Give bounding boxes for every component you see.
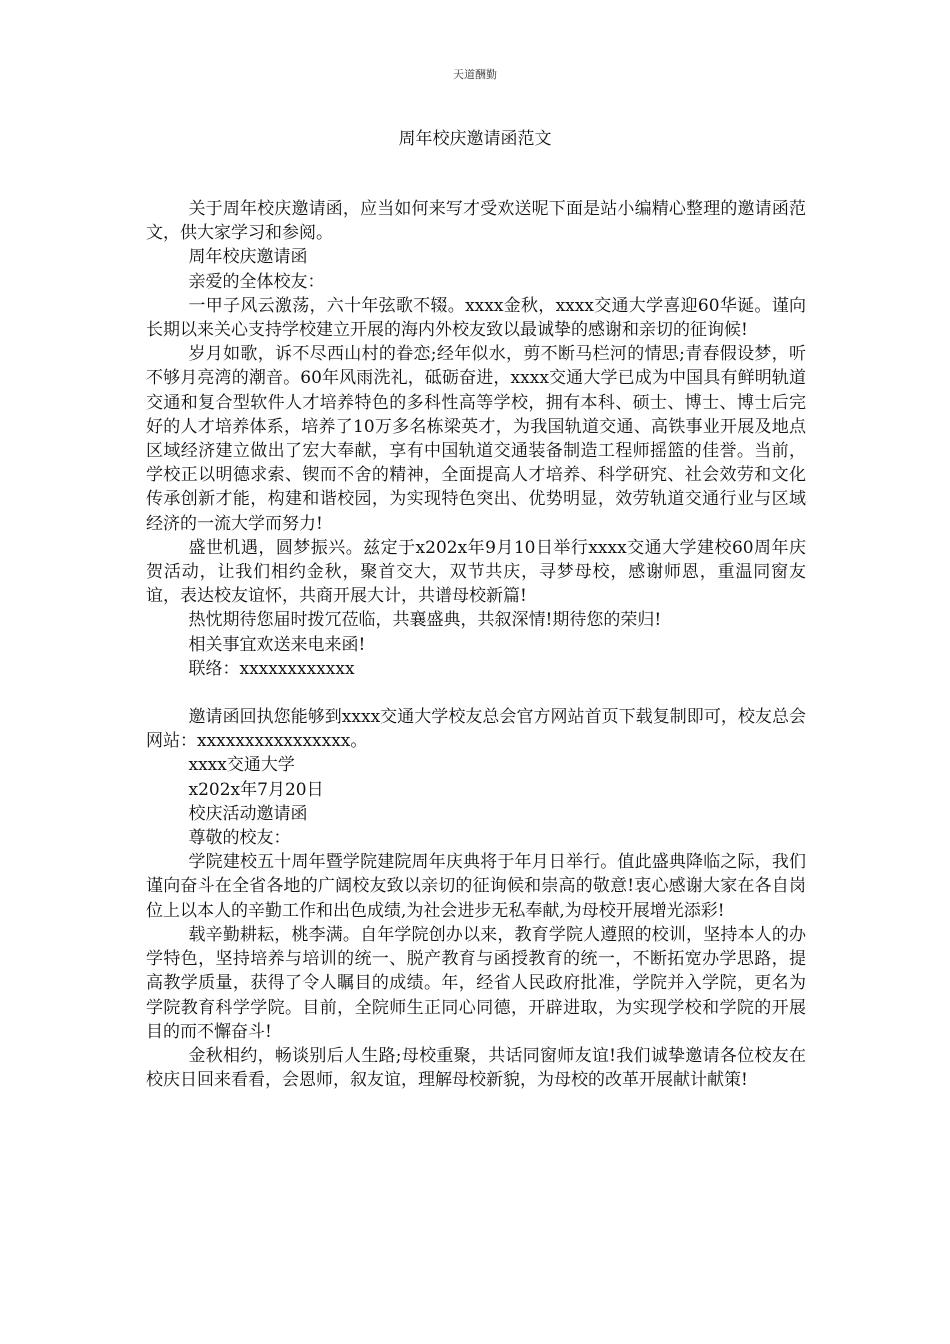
document-title: 周年校庆邀请函范文 — [398, 129, 552, 149]
document-body — [146, 197, 806, 1092]
letter-1-heading: 周年校庆邀请函 — [188, 247, 308, 268]
letter-1-paragraph: 热忱期待您届时拨冗莅临，共襄盛典，共叙深情!期待您的荣归! — [188, 610, 662, 631]
letter-2-paragraph: 载辛勤耕耘，桃李满。自年学院创办以来，教育学院人遵照的校训，坚持本人的办学特色，坚持培养与培训的统一、脱产教育与函授教育的统一，不断拓宽办学思路，提高教学质量，获得了令人瞩目的成绩。年，经省人民政府批准，学院并入学院，更名为学院教育科学学院。目前，全院师生正同心同德，开辟进取，为实现学校和学院的开展目的而不懈奋斗! — [146, 924, 806, 1042]
letter-1-paragraph: 岁月如歌，诉不尽西山村的眷恋;经年似水，剪不断马栏河的情思;青春假设梦，听不够月亮湾的潮音。60年风雨洗礼，砥砺奋进，xxxx交通大学已成为中国具有鲜明轨道交通和复合型软件人才培养特色的多科性高等学校，拥有本科、硕士、博士、博士后完好的人才培养体系，培养了10万多名栋梁英才，为我国轨道交通、高铁事业开展及地点区域经济建立做出了宏大奉献，享有中国轨道交通装备制造工程师摇篮的佳誉。当前，学校正以明德求索、锲而不舍的精神，全面提高人才培养、科学研究、社会效劳和文化传承创新才能，构建和谐校园，为实现特色突出、优势明显，效劳轨道交通行业与区域经济的一流大学而努力! — [146, 344, 806, 534]
page-header: 天道酬勤 — [453, 68, 497, 81]
letter-2-heading: 校庆活动邀请函 — [188, 803, 308, 824]
intro-paragraph: 关于周年校庆邀请函，应当如何来写才受欢送呢下面是站小编精心整理的邀请函范文，供大家学习和参阅。 — [146, 199, 806, 244]
letter-1-reply-note: 邀请函回执您能够到xxxx交通大学校友总会官方网站首页下载复制即可，校友总会网站：xxxxxxxxxxxxxxxx。 — [146, 707, 806, 752]
letter-1-contact: 联络：xxxxxxxxxxxx — [188, 658, 355, 679]
letter-2-salutation: 尊敬的校友： — [188, 828, 291, 849]
letter-1-paragraph: 盛世机遇，圆梦振兴。兹定于x202x年9月10日举行xxxx交通大学建校60周年庆贺活动，让我们相约金秋，聚首交大，双节共庆，寻梦母校，感谢师恩，重温同窗友谊，表达校友谊怀，共商开展大计，共谱母校新篇! — [146, 537, 806, 607]
letter-2-paragraph: 学院建校五十周年暨学院建院周年庆典将于年月日举行。值此盛典降临之际，我们谨向奋斗在全省各地的广阔校友致以亲切的征询候和崇高的敬意!衷心感谢大家在各自岗位上以本人的辛勤工作和出色成绩,为社会进步无私奉献,为母校开展增光添彩! — [146, 852, 806, 921]
letter-1-signature: xxxx交通大学 — [188, 755, 295, 776]
letter-1-paragraph: 一甲子风云激荡，六十年弦歌不辍。xxxx金秋，xxxx交通大学喜迎60华诞。谨向长期以来关心支持学校建立开展的海内外校友致以最诚挚的感谢和亲切的征询候! — [146, 295, 806, 341]
letter-2-paragraph: 金秋相约，畅谈别后人生路;母校重聚，共话同窗师友谊!我们诚挚邀请各位校友在校庆日回来看看，会恩师，叙友谊，理解母校新貌，为母校的改革开展献计献策! — [146, 1045, 806, 1091]
letter-1-salutation: 亲爱的全体校友： — [188, 271, 325, 292]
letter-1-paragraph: 相关事宜欢送来电来函! — [188, 634, 366, 655]
letter-1-date: x202x年7月20日 — [188, 779, 324, 800]
